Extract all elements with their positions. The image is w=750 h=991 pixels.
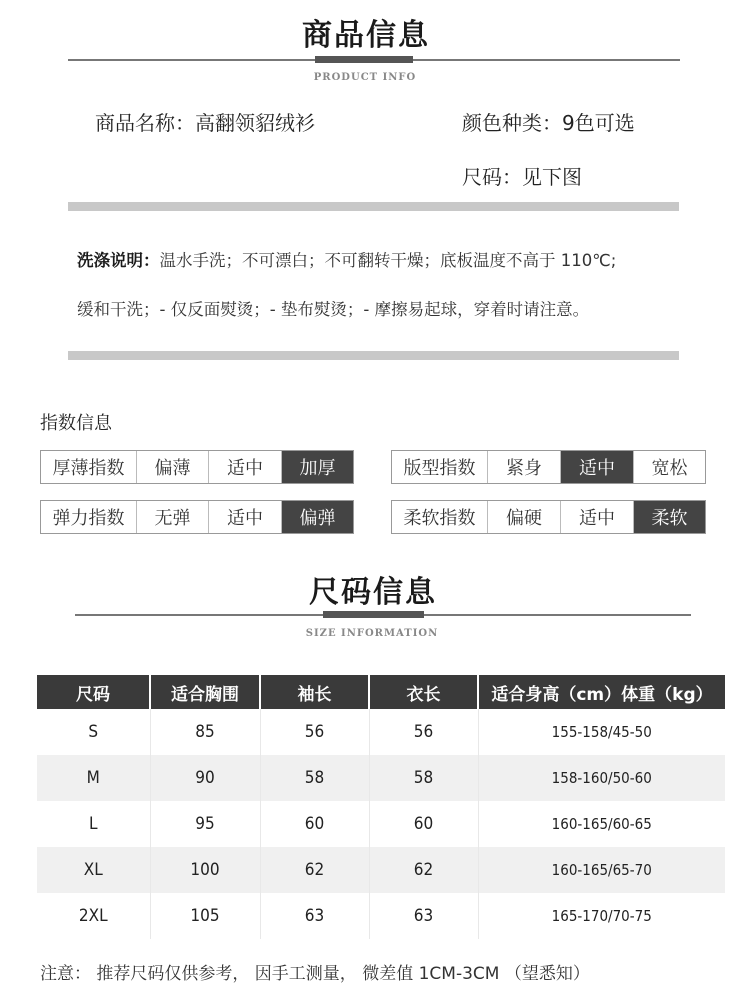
index-label-softness: 柔软指数	[392, 501, 488, 533]
table-cell: 155-158/45-50	[551, 723, 652, 741]
table-cell: 56	[260, 709, 369, 755]
index-option: 适中	[209, 451, 282, 483]
table-row	[37, 801, 725, 847]
column-header: 尺码	[37, 675, 150, 709]
size-info-subtitle: SIZE INFORMATION	[305, 628, 439, 639]
index-label-thickness: 厚薄指数	[41, 451, 137, 483]
table-cell: 62	[260, 847, 369, 893]
index-row-softness	[391, 500, 706, 534]
product-size: 尺码：见下图	[462, 165, 582, 189]
table-cell: 160-165/65-70	[478, 847, 725, 893]
index-label-fit: 版型指数	[392, 451, 488, 483]
table-row	[37, 893, 725, 939]
table-header-row	[37, 675, 725, 709]
table-cell: 85	[150, 709, 260, 755]
index-option: 适中	[561, 501, 634, 533]
table-cell: 95	[150, 801, 260, 847]
table-cell: 63	[260, 893, 369, 939]
index-title: 指数信息	[40, 413, 112, 434]
column-header: 适合胸围	[150, 675, 260, 709]
column-header: 衣长	[369, 675, 478, 709]
table-cell-size: S	[37, 709, 150, 755]
table-cell: 58	[260, 755, 369, 801]
size-info-title: 尺码信息	[309, 575, 437, 610]
column-header: 袖长	[260, 675, 369, 709]
size-table	[37, 675, 725, 939]
index-row-elasticity	[40, 500, 354, 534]
table-cell: 56	[369, 709, 478, 755]
table-cell: 90	[150, 755, 260, 801]
table-cell: 100	[150, 847, 260, 893]
index-option-selected: 适中	[561, 451, 634, 483]
table-cell-size: M	[37, 755, 150, 801]
product-info-title: 商品信息	[302, 18, 430, 53]
table-cell: 60	[369, 801, 478, 847]
column-header: 适合身高（cm）体重（kg）	[478, 675, 725, 709]
table-cell-size: XL	[37, 847, 150, 893]
product-name: 商品名称：高翻领貂绒衫	[95, 111, 315, 135]
index-option-selected: 柔软	[634, 501, 705, 533]
divider-bar	[68, 202, 679, 211]
product-info-subtitle: PRODUCT INFO	[313, 72, 417, 83]
index-option: 偏薄	[137, 451, 209, 483]
washing-text-1: 温水手洗；不可漂白；不可翻转干燥；底板温度不高于 110℃;	[159, 251, 617, 270]
size-info-accent	[323, 611, 424, 618]
index-option: 紧身	[488, 451, 561, 483]
table-cell: 105	[150, 893, 260, 939]
index-row-thickness	[40, 450, 354, 484]
washing-label: 洗涤说明：	[77, 251, 160, 270]
size-note: 注意： 推荐尺码仅供参考， 因手工测量， 微差值 1CM-3CM （望悉知）	[40, 964, 590, 984]
washing-line-1	[77, 247, 616, 271]
table-cell: 58	[369, 755, 478, 801]
table-row	[37, 847, 725, 893]
table-cell-size: L	[37, 801, 150, 847]
product-info-accent	[315, 56, 413, 63]
index-row-fit	[391, 450, 706, 484]
table-cell: 160-165/60-65	[551, 815, 652, 833]
table-cell: 165-170/70-75	[551, 907, 652, 925]
index-option: 无弹	[137, 501, 209, 533]
index-option: 适中	[209, 501, 282, 533]
table-cell-size: 2XL	[37, 893, 150, 939]
table-cell: 63	[369, 893, 478, 939]
product-colors: 颜色种类：9色可选	[462, 111, 635, 135]
divider-bar	[68, 351, 679, 360]
index-label-elasticity: 弹力指数	[41, 501, 137, 533]
index-option: 偏硬	[488, 501, 561, 533]
table-cell: 60	[260, 801, 369, 847]
table-row	[37, 755, 725, 801]
index-option-selected: 偏弹	[282, 501, 353, 533]
index-option-selected: 加厚	[282, 451, 353, 483]
washing-line-2: 缓和干洗；- 仅反面熨烫；- 垫布熨烫；- 摩擦易起球，穿着时请注意。	[77, 300, 590, 319]
table-cell: 158-160/50-60	[478, 755, 725, 801]
table-cell: 62	[369, 847, 478, 893]
table-row	[37, 709, 725, 755]
index-option: 宽松	[651, 458, 688, 479]
